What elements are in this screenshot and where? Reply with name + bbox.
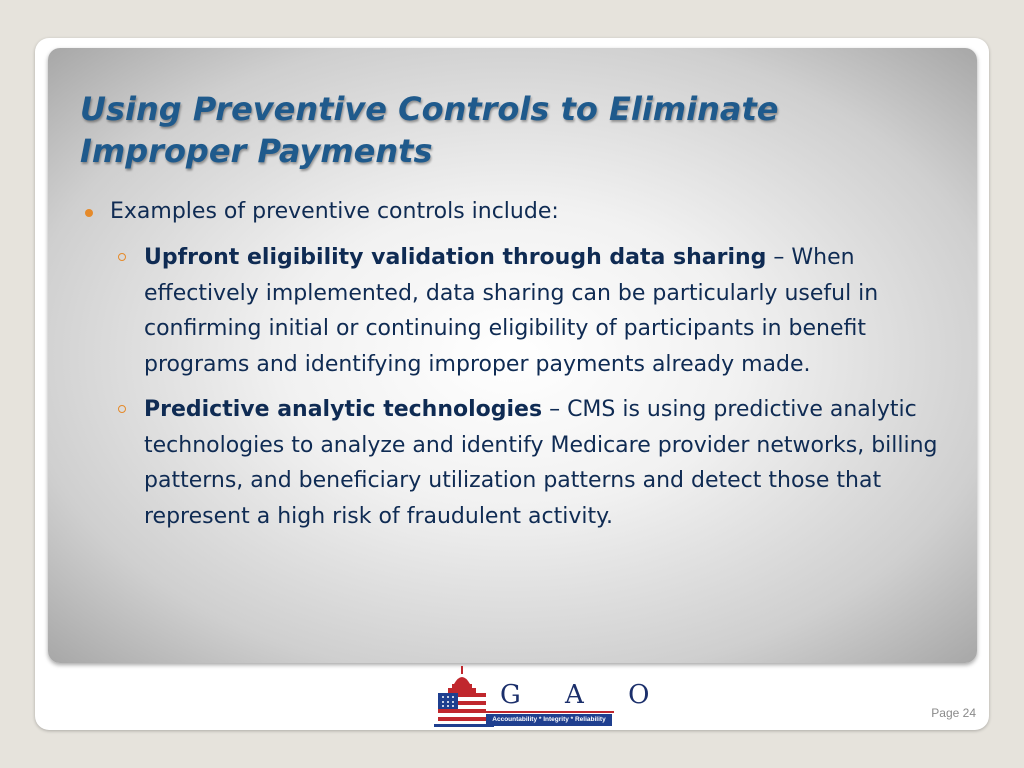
ring-bullet-icon xyxy=(118,405,126,413)
ring-bullet-icon xyxy=(118,253,126,261)
sub-bullet-heading: Upfront eligibility validation through data sharing xyxy=(144,245,767,270)
logo-divider xyxy=(484,711,614,713)
bullet-intro xyxy=(82,194,972,230)
sub-bullet-text: – When effectively implemented, data sharing can be particularly useful in confirming initial or continuing eligibility of participants in benefit programs and identifying improper payments already made. xyxy=(144,245,879,377)
slide-body xyxy=(82,194,972,534)
sub-bullet-data-sharing xyxy=(144,240,974,382)
sub-bullet-text: – CMS is using predictive analytic technologies to analyze and identify Medicare provider networks, billing patterns, and beneficiary utilization patterns and detect those that represent a high risk of fraudulent activity. xyxy=(144,397,938,529)
sub-bullet-predictive-analytics xyxy=(144,392,974,534)
slide-title-line1: Using Preventive Controls to Eliminate xyxy=(80,90,779,128)
bullet-dot-icon xyxy=(85,209,93,217)
slide-title xyxy=(80,88,940,172)
sub-bullet-heading: Predictive analytic technologies xyxy=(144,397,543,422)
intro-text: Examples of preventive controls include: xyxy=(110,199,559,224)
gao-logo-letters: G A O xyxy=(500,680,668,710)
page-number: Page 24 xyxy=(931,706,976,720)
slide-title-line2: Improper Payments xyxy=(80,132,433,170)
gao-tagline: Accountability * Integrity * Reliability xyxy=(486,714,612,726)
